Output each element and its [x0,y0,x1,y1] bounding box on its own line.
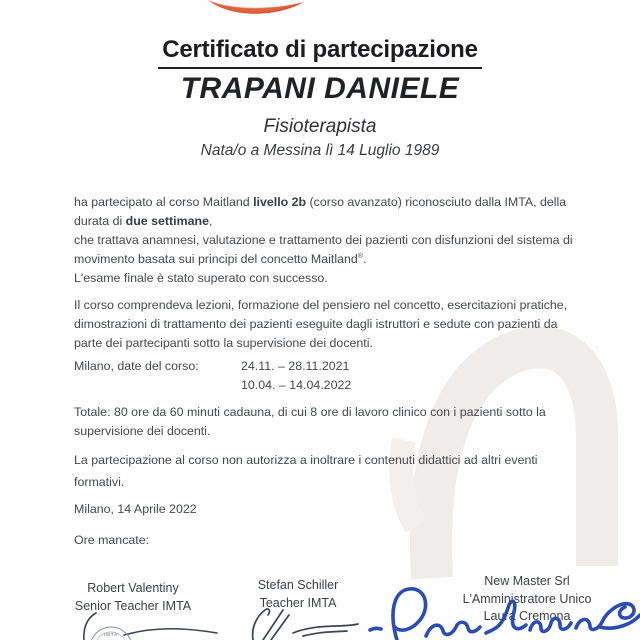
imta-stamp-text: IMTA [103,632,119,637]
p1-line1-post: (corso avanzato) riconosciuto dalla IMTA, della [306,195,567,209]
signer-role: Teacher IMTA [259,595,337,610]
certificate-title [0,36,640,69]
signer-company: New Master Srl [484,574,570,588]
signer-name: Stefan Schiller [257,578,339,592]
signer-role: Senior Teacher IMTA [74,598,192,613]
missing-hours-label: Ore mancate: [74,533,150,547]
p1-line2-post: , [209,214,213,228]
p2-line3: parte dei partecipanti sotto la supervisione dei docenti. [74,336,373,350]
course-dates-label: Milano, date del corso: [74,359,199,373]
p2-line2: dimostrazioni di trattamento dei pazienti eseguite dagli istruttori e sedute con pazienti da [74,317,558,331]
p1-course-level: livello 2b [253,195,307,209]
course-dates-row [74,357,580,395]
course-dates-list [241,357,351,395]
birth-line: Nata/o a Messina lì 14 Luglio 1989 [200,142,440,159]
certificate-title-text: Certificato di partecipazione [158,36,482,69]
total-line1: Totale: 80 ore da 60 minuti cadauna, di cui 8 ore di lavoro clinico con i pazienti sotto la [74,405,546,419]
signature-block-stefan-schiller [228,577,368,612]
p2-line1: Il corso comprendeva lezioni, formazione del pensiero nel concetto, esercitazioni pratiche, [74,298,568,312]
profession: Fisioterapista [263,116,377,137]
imta-stamp [90,627,132,640]
disclaimer-line1: La partecipazione al corso non autorizza a inoltrare i contenuti didattici ad altri eventi [74,453,538,467]
logo-swoosh-icon [206,0,306,22]
p1-line5: L'esame finale è stato superato con successo. [74,271,328,285]
signer-role: L'Amministratore Unico [462,591,592,606]
signature-robert-ink [84,613,217,640]
disclaimer-paragraph [74,449,580,493]
course-description-paragraph [74,296,580,353]
p1-line3: che trattava anamnesi, valutazione e trattamento dei pazienti con disfunzioni del sistema di [74,233,573,247]
registered-mark: ® [357,252,363,260]
p1-line4-post: . [362,252,367,266]
p1-line2-pre: durata di [74,214,126,228]
place-date-line: Milano, 14 Aprile 2022 [74,502,197,516]
course-date-range-1: 24.11. – 28.11.2021 [241,359,350,373]
p1-line4: movimento basata sui principi del concetto Maitland [74,252,358,266]
signature-block-laura-cremona [437,573,617,626]
signature-block-robert-valentiny [58,580,208,615]
signature-stefan-ink [253,609,358,640]
total-hours-paragraph [74,403,580,441]
participation-paragraph [74,193,580,288]
disclaimer-line2: formativi. [74,475,125,489]
recipient-name: TRAPANI DANIELE [180,72,460,105]
signer-name: Laura Cremona [483,609,571,623]
total-line2: supervisione dei docenti. [74,424,211,438]
course-date-range-2: 10.04. – 14.04.2022 [241,378,352,392]
signer-name: Robert Valentiny [87,581,179,595]
p1-line1-pre: ha partecipato al corso Maitland [74,195,254,209]
p1-duration: due settimane [125,214,209,228]
